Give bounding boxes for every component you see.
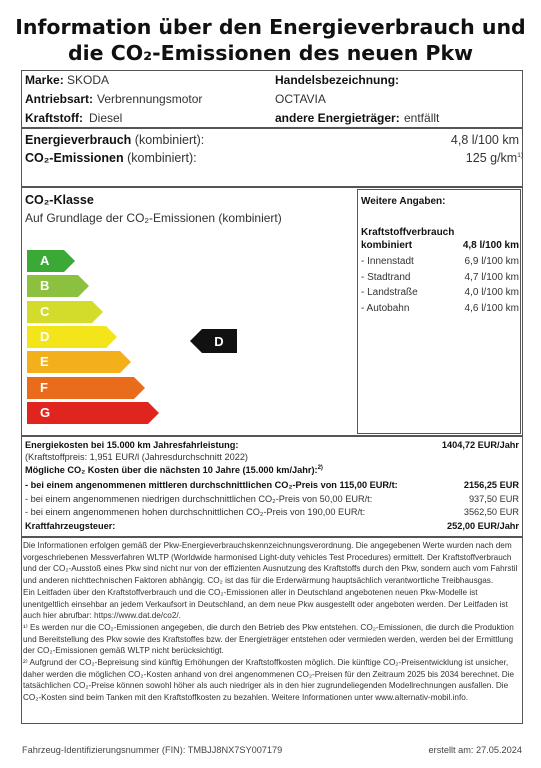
co2-costs-footnote-marker: 2): [317, 465, 323, 471]
co2-costs-heading: Mögliche CO₂ Kosten über die nächsten 10 Jahre (15.000 km/Jahr):: [25, 465, 318, 476]
co2-class-bar-f: [27, 377, 145, 399]
co2-class-bar-g: [27, 402, 159, 424]
co2-class-letter: D: [40, 328, 50, 344]
co2-costs-heading-wrap: [25, 465, 323, 475]
co2-class-letter: C: [40, 303, 50, 319]
page-title: [0, 14, 541, 66]
other-energy-label: andere Energieträger:: [275, 111, 400, 125]
co2-footnote-marker: 1): [517, 151, 523, 159]
fuel-value: Diesel: [89, 111, 123, 125]
co2-class-letter: G: [40, 404, 51, 420]
co2-emissions-row: [25, 151, 197, 165]
energy-consumption-row: [25, 133, 204, 147]
co2-cost-row-value: 937,50 EUR: [468, 493, 519, 504]
co2-cost-row-label: - bei einem angenommenen hohen durchschnittlichen CO₂-Preis von 190,00 EUR/t:: [25, 507, 366, 517]
co2-emissions-qualifier: (kombiniert):: [127, 151, 197, 165]
co2-class-bar-c: [27, 301, 103, 323]
consumption-row-value: 4,7 l/100 km: [464, 271, 519, 283]
trade-name-label: Handelsbezeichnung:: [275, 73, 400, 87]
further-info-title: Weitere Angaben:: [361, 196, 446, 207]
consumption-row-value: 4,6 l/100 km: [464, 303, 519, 315]
co2-class-bar-a: [27, 250, 75, 272]
other-energy-value: entfällt: [404, 111, 440, 125]
fuel-label: Kraftstoff:: [25, 111, 83, 125]
co2-class-letter: E: [40, 354, 49, 370]
current-class-marker: [190, 329, 237, 353]
energy-costs-value: 1404,72 EUR/Jahr: [441, 440, 519, 450]
current-class-letter: D: [214, 334, 224, 349]
consumption-row-value: 4,0 l/100 km: [464, 287, 519, 299]
energy-consumption-label: Energieverbrauch: [25, 133, 132, 147]
footnote-1: ¹⁾ Es werden nur die CO₂-Emissionen angegeben, die durch den Betrieb des Pkw entstehen. CO₂-Emissionen, die durch die Produktion und Bereitstellung des Pkw sowie des Kraftstoffes bzw. der Energieträger entstehen oder vermieden werden, werden bei der Ermittlung der CO₂-Emissionen gemäß WLTP nicht berücksichtigt.: [23, 622, 514, 656]
co2-class-letter: F: [40, 379, 48, 395]
co2-class-bar-e: [27, 351, 131, 373]
co2-emissions-value: 125 g/km: [465, 151, 518, 165]
fuel-price-note: (Kraftstoffpreis: 1,951 EUR/l (Jahresdurchschnitt 2022): [25, 452, 248, 462]
co2-class-bar-b: [27, 275, 89, 297]
co2-class-title: CO₂-Klasse: [25, 193, 94, 207]
co2-class-subtitle: Auf Grundlage der CO₂-Emissionen (kombiniert): [25, 211, 282, 225]
consumption-row-label: - Stadtrand: [361, 271, 411, 283]
drive-label: Antriebsart:: [25, 92, 94, 106]
consumption-row-label: - Landstraße: [361, 287, 418, 299]
co2-class-letter: B: [40, 278, 50, 294]
consumption-row-value: 4,8 l/100 km: [462, 240, 519, 251]
vehicle-tax-label: Kraftfahrzeugsteuer:: [25, 521, 116, 531]
legal-notes: [23, 540, 523, 704]
note-paragraph: Die Informationen erfolgen gemäß der Pkw-Energieverbrauchskennzeichnungsverordnung. Die angegebenen Werte wurden nach dem vorgeschriebenen Messverfahren WLTP (Worldwide harmonised Light-duty vehicles Test Procedures) ermittelt. Der Kraftstoffverbrauch und der CO₂-Ausstoß eines Pkw sind nicht nur von der effizienten Ausnutzung des Kraftstoffs durch den Pkw, sondern auch vom Fahrstil und anderen nichttechnischen Faktoren abhängig. CO₂ ist das für die Erderwärmung hauptsächlich verantwortliche Treibhausgas.: [23, 541, 518, 586]
consumption-row-label: - Innenstadt: [361, 255, 414, 267]
co2-emissions-value-wrap: [466, 151, 523, 165]
fuel-consumption-heading: Kraftstoffverbrauch: [361, 227, 455, 238]
energy-costs-label: Energiekosten bei 15.000 km Jahresfahrleistung:: [25, 440, 239, 450]
brand-label: Marke:: [25, 73, 64, 87]
brand-value: SKODA: [67, 73, 110, 87]
co2-cost-row-value: 3562,50 EUR: [463, 507, 519, 517]
title-line-2: die CO₂-Emissionen des neuen Pkw: [67, 41, 474, 65]
energy-consumption-value: 4,8 l/100 km: [450, 133, 519, 147]
co2-emissions-label: CO₂-Emissionen: [25, 151, 124, 165]
energy-consumption-qualifier: (kombiniert):: [134, 133, 205, 147]
co2-class-bar-d: [27, 326, 117, 348]
footnote-2: ²⁾ Aufgrund der CO₂-Bepreisung sind künftig Erhöhungen der Kraftstoffkosten möglich. Die künftige CO₂-Preisentwicklung ist unsicher, daher werden die möglichen CO₂-Kosten anhand von drei angenommenen CO₂-Preisen für den Zeitraum 2025 bis 2034 berechnet. Die tatsächlichen CO₂-Preise können sowohl höher als auch niedriger als in den hier zugrundeliegenden Modellrechnungen ausfallen. Die CO₂-Kosten sind beim Tanken mit den Kraftstoffkosten zu bezahlen. Weitere Informationen unter www.alternativ-mobil.info.: [23, 658, 515, 703]
co2-cost-row-label: - bei einem angenommenen niedrigen durchschnittlichen CO₂-Preis von 50,00 EUR/t:: [25, 493, 373, 504]
drive-value: Verbrennungsmotor: [97, 92, 203, 106]
consumption-row-value: 6,9 l/100 km: [464, 255, 519, 267]
creation-date: erstellt am: 27.05.2024: [428, 745, 522, 755]
title-line-1: Information über den Energieverbrauch und: [15, 15, 526, 39]
co2-cost-row-label: - bei einem angenommenen mittleren durchschnittlichen CO₂-Preis von 115,00 EUR/t:: [25, 480, 398, 490]
consumption-row-label: - Autobahn: [361, 303, 410, 315]
consumption-row-label: kombiniert: [361, 240, 413, 251]
note-paragraph: Ein Leitfaden über den Kraftstoffverbrauch und die CO₂-Emissionen aller in Deutschland angebotenen neuen Pkw-Modelle ist unentgeltlich einsehbar an jedem Verkaufsort in Deutschland, an dem neue Pkw ausgestellt oder angeboten werden. Der Leitfaden ist auch hier abrufbar: https://www.dat.de/co2/.: [23, 587, 508, 621]
co2-cost-row-value: 2156,25 EUR: [463, 480, 519, 490]
trade-name-value: OCTAVIA: [275, 92, 326, 106]
co2-class-letter: A: [40, 253, 50, 268]
vehicle-tax-value: 252,00 EUR/Jahr: [446, 521, 519, 531]
vehicle-identification-number: Fahrzeug-Identifizierungsnummer (FIN): TMBJJ8NX7SY007179: [22, 745, 283, 755]
